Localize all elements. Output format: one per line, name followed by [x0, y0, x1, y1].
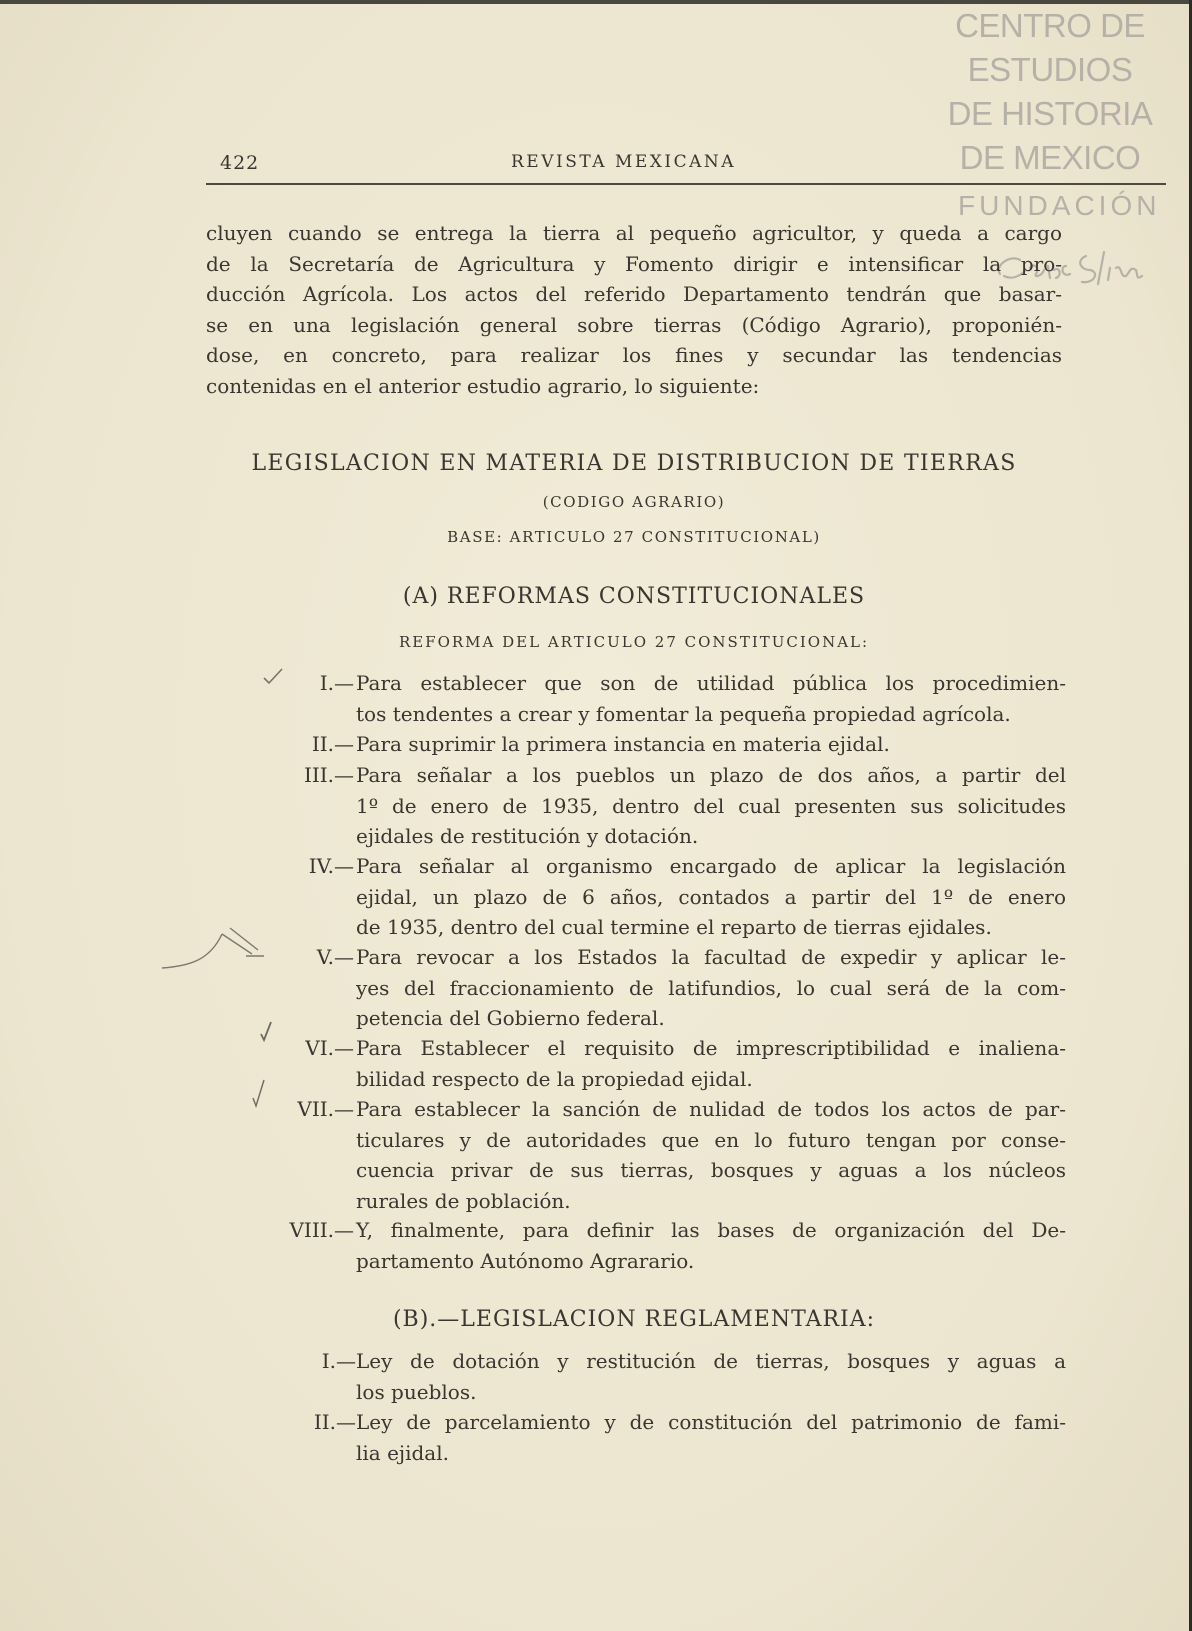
text-line: partamento Autónomo Agrarario. — [356, 1248, 695, 1273]
text-line: cluyen cuando se entrega la tierra al pequeño agricultor, y queda a cargo — [206, 221, 1062, 245]
header-rule — [206, 183, 1166, 185]
item-number: III.— — [303, 763, 354, 787]
list-item — [206, 942, 1066, 1034]
text-line: Para señalar al organismo encargado de aplicar la legislación — [356, 854, 1066, 878]
checkmark-icon — [250, 1078, 268, 1110]
watermark-line: DE MEXICO — [959, 139, 1141, 176]
text-line: lia ejidal. — [356, 1440, 449, 1465]
watermark-foundation: FUNDACIÓN — [958, 190, 1161, 221]
text-line: 1º de enero de 1935, dentro del cual presenten sus solicitudes — [356, 793, 1066, 818]
text-line: rurales de población. — [356, 1188, 571, 1213]
intro-paragraph — [206, 218, 1062, 401]
checkmark-icon — [262, 666, 284, 688]
list-item — [206, 1033, 1066, 1094]
text-line: Para revocar a los Estados la facultad de expedir y aplicar le- — [356, 945, 1066, 969]
item-number: II.— — [311, 732, 354, 756]
text-line: Para establecer la sanción de nulidad de todos los actos de par- — [356, 1097, 1066, 1121]
item-number: I.— — [319, 671, 354, 695]
item-number: VI.— — [305, 1036, 354, 1060]
section-b-title: (B).—LEGISLACION REGLAMENTARIA: — [392, 1307, 876, 1332]
text-line: yes del fraccionamiento de latifundios, lo cual será de la com- — [356, 975, 1066, 1000]
item-number: VIII.— — [289, 1218, 354, 1242]
watermark-line: DE HISTORIA — [947, 95, 1153, 132]
text-line: Para señalar a los pueblos un plazo de dos años, a partir del — [356, 763, 1066, 787]
arrow-mark-icon — [160, 920, 270, 970]
text-line: cuencia privar de sus tierras, bosques y aguas a los núcleos — [356, 1158, 1066, 1182]
text-line: ticulares y de autoridades que en lo futuro tengan por conse- — [356, 1127, 1066, 1152]
text-line: se en una legislación general sobre tierras (Código Agrario), proponién- — [206, 312, 1062, 337]
text-line: Para Establecer el requisito de imprescriptibilidad e inaliena- — [356, 1036, 1066, 1060]
watermark-line: ESTUDIOS — [967, 51, 1133, 88]
text-line: contenidas en el anterior estudio agrario, lo siguiente: — [206, 373, 760, 398]
running-title: REVISTA MEXICANA — [511, 152, 737, 172]
sub-heading: (CODIGO AGRARIO) — [542, 493, 726, 511]
page-header — [206, 152, 1066, 182]
checkmark-icon — [258, 1020, 274, 1044]
section-a-subtitle: REFORMA DEL ARTICULO 27 CONSTITUCIONAL: — [398, 633, 870, 651]
item-number: I.— — [321, 1349, 356, 1373]
text-line: bilidad respecto de la propiedad ejidal. — [356, 1066, 753, 1091]
item-number: IV.— — [308, 854, 354, 878]
section-a-title: (A) REFORMAS CONSTITUCIONALES — [402, 584, 866, 609]
text-line: de 1935, dentro del cual termine el reparto de tierras ejidales. — [356, 915, 992, 939]
text-line: Para suprimir la primera instancia en materia ejidal. — [356, 732, 890, 756]
text-line: Y, finalmente, para definir las bases de organización del De- — [356, 1218, 1066, 1242]
item-number: II.— — [313, 1410, 356, 1434]
list-item — [206, 851, 1066, 943]
text-line: ducción Agrícola. Los actos del referido Departamento tendrán que basar- — [206, 282, 1062, 306]
text-line: de la Secretaría de Agricultura y Fomento dirigir e intensificar la pro- — [206, 251, 1062, 276]
list-item — [206, 1346, 1066, 1407]
text-line: Para establecer que son de utilidad pública los procedimien- — [356, 671, 1066, 695]
text-line: dose, en concreto, para realizar los fines y secundar las tendencias — [206, 343, 1062, 367]
base-heading: BASE: ARTICULO 27 CONSTITUCIONAL) — [447, 528, 821, 546]
item-number: V.— — [316, 945, 354, 969]
page-number: 422 — [220, 152, 260, 174]
text-line: ejidales de restitución y dotación. — [356, 824, 699, 848]
text-line: Ley de parcelamiento y de constitución del patrimonio de fami- — [356, 1410, 1066, 1434]
list-item — [206, 1094, 1066, 1216]
item-number: VII.— — [297, 1097, 354, 1121]
text-line: petencia del Gobierno federal. — [356, 1006, 665, 1030]
main-heading: LEGISLACION EN MATERIA DE DISTRIBUCION DE TIERRAS — [251, 451, 1017, 476]
list-item — [206, 1215, 1066, 1276]
list-item — [206, 760, 1066, 852]
list-item — [206, 729, 1066, 760]
watermark-line: CENTRO DE — [955, 7, 1145, 44]
text-line: tos tendentes a crear y fomentar la pequeña propiedad agrícola. — [356, 701, 1011, 726]
text-line: ejidal, un plazo de 6 años, contados a partir del 1º de enero — [356, 884, 1066, 909]
list-item — [206, 1407, 1066, 1468]
text-line: Ley de dotación y restitución de tierras, bosques y aguas a — [356, 1349, 1066, 1373]
list-item — [206, 668, 1066, 729]
text-line: los pueblos. — [356, 1379, 477, 1404]
